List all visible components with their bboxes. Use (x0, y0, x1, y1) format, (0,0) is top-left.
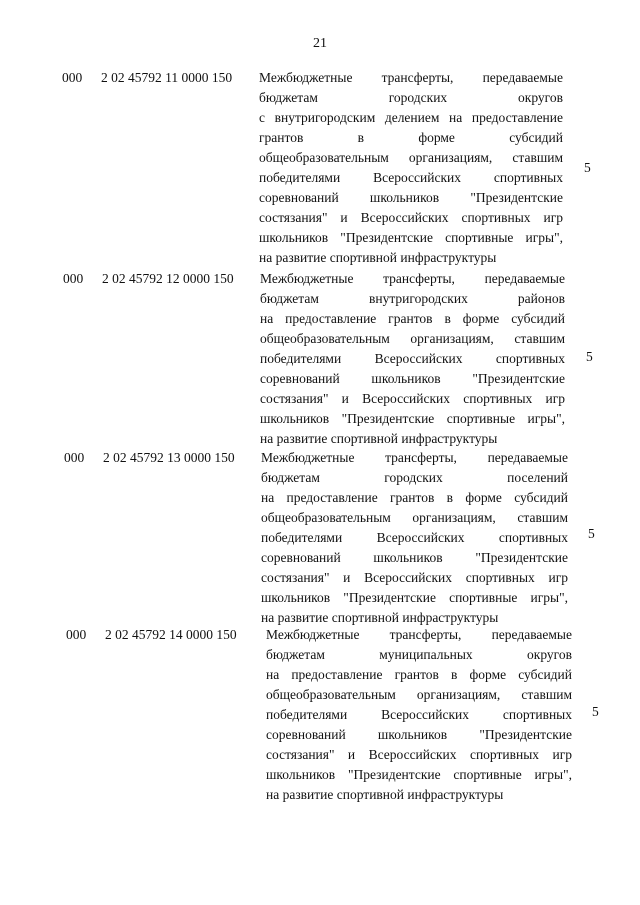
description-line: соревнований школьников "Президентские (261, 550, 568, 565)
description-line: состязания" и Всероссийских спортивных игр (261, 570, 568, 585)
description-line: школьников "Президентские спортивные игры", (259, 230, 563, 245)
description-line: победителями Всероссийских спортивных (261, 530, 568, 545)
description-cell (266, 627, 572, 807)
admin-code-cell: 000 (63, 271, 84, 286)
description-line: общеобразовательным организациям, ставшим (259, 150, 563, 165)
description-line: школьников "Президентские спортивные игры", (261, 590, 568, 605)
description-cell (261, 450, 568, 630)
description-line: школьников "Президентские спортивные игры", (266, 767, 572, 782)
budget-code-cell: 2 02 45792 11 0000 150 (101, 70, 233, 85)
budget-code-cell: 2 02 45792 14 0000 150 (105, 627, 237, 642)
value-cell: 5 (586, 349, 593, 364)
description-line: на развитие спортивной инфраструктуры (266, 787, 504, 802)
description-line: бюджетам городских округов (259, 90, 563, 105)
description-line: бюджетам внутригородских районов (260, 291, 565, 306)
description-line: общеобразовательным организациям, ставшим (260, 331, 565, 346)
description-line: на развитие спортивной инфраструктуры (259, 250, 497, 265)
admin-code-cell: 000 (62, 70, 83, 85)
description-line: общеобразовательным организациям, ставшим (266, 687, 572, 702)
description-line: соревнований школьников "Президентские (260, 371, 565, 386)
description-line: с внутригородским делением на предоставление (259, 110, 563, 125)
description-line: грантов в форме субсидий (259, 130, 563, 145)
description-line: бюджетам муниципальных округов (266, 647, 572, 662)
description-line: соревнований школьников "Президентские (266, 727, 572, 742)
description-cell (260, 271, 565, 451)
description-line: на предоставление грантов в форме субсидий (266, 667, 572, 682)
value-cell: 5 (588, 526, 595, 541)
description-cell (259, 70, 563, 270)
page-number: 21 (313, 36, 327, 51)
budget-code-cell: 2 02 45792 13 0000 150 (103, 450, 235, 465)
description-line: бюджетам городских поселений (261, 470, 568, 485)
admin-code-cell: 000 (66, 627, 87, 642)
value-cell: 5 (584, 160, 591, 175)
description-line: на предоставление грантов в форме субсидий (260, 311, 565, 326)
description-line: Межбюджетные трансферты, передаваемые (260, 271, 565, 286)
description-line: состязания" и Всероссийских спортивных игр (266, 747, 572, 762)
description-line: Межбюджетные трансферты, передаваемые (266, 627, 572, 642)
description-line: состязания" и Всероссийских спортивных игр (260, 391, 565, 406)
value-cell: 5 (592, 704, 599, 719)
description-line: на развитие спортивной инфраструктуры (260, 431, 498, 446)
budget-code-cell: 2 02 45792 12 0000 150 (102, 271, 234, 286)
description-line: победителями Всероссийских спортивных (259, 170, 563, 185)
description-line: состязания" и Всероссийских спортивных игр (259, 210, 563, 225)
description-line: на развитие спортивной инфраструктуры (261, 610, 499, 625)
description-line: Межбюджетные трансферты, передаваемые (259, 70, 563, 85)
description-line: победителями Всероссийских спортивных (260, 351, 565, 366)
description-line: школьников "Президентские спортивные игры", (260, 411, 565, 426)
admin-code-cell: 000 (64, 450, 85, 465)
description-line: победителями Всероссийских спортивных (266, 707, 572, 722)
description-line: на предоставление грантов в форме субсидий (261, 490, 568, 505)
description-line: Межбюджетные трансферты, передаваемые (261, 450, 568, 465)
description-line: общеобразовательным организациям, ставшим (261, 510, 568, 525)
description-line: соревнований школьников "Президентские (259, 190, 563, 205)
